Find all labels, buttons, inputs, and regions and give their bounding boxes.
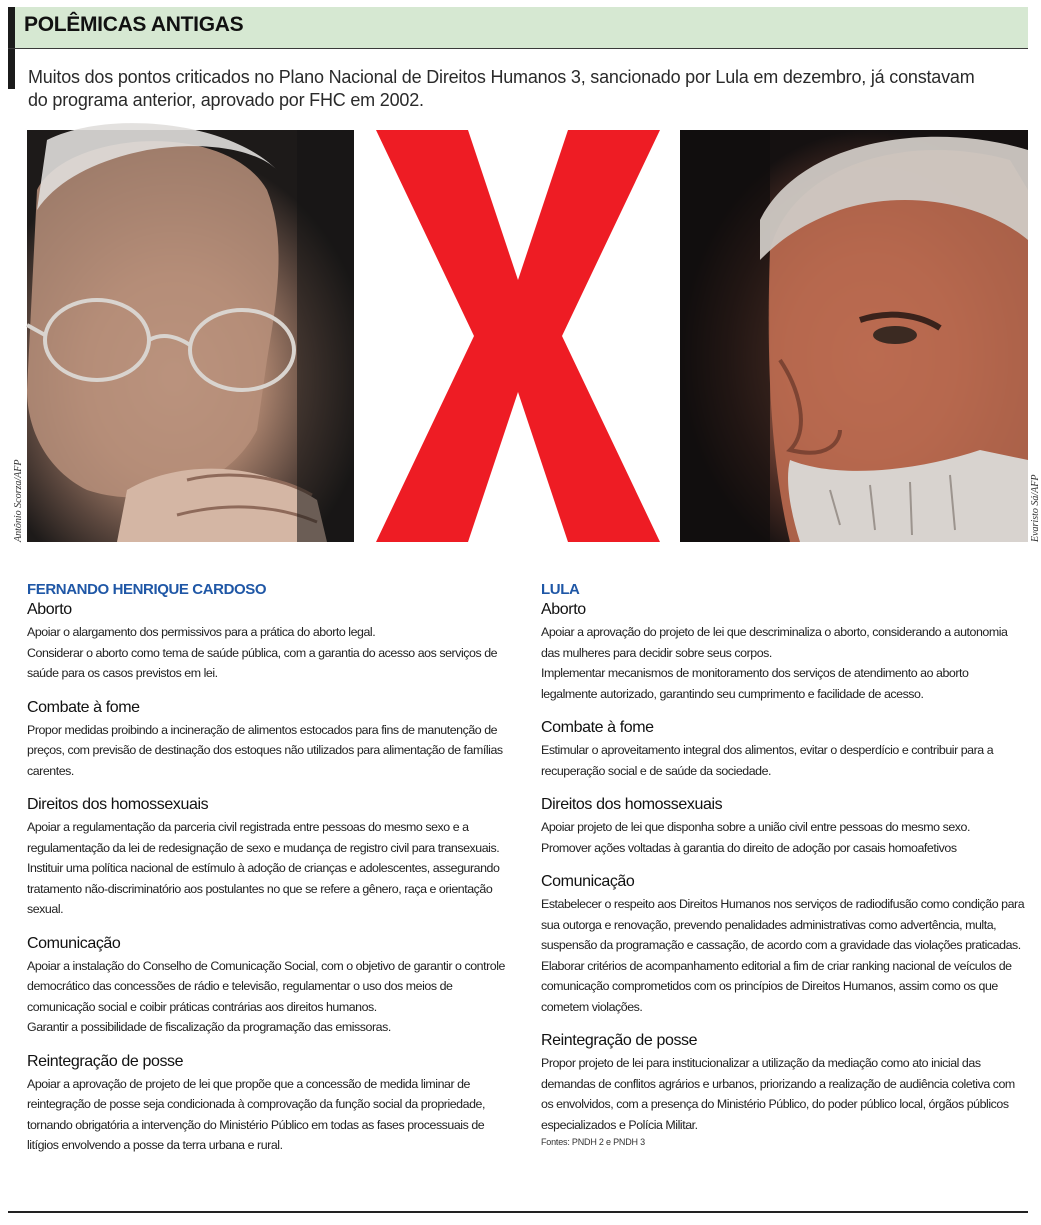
section-title: Comunicação	[27, 934, 121, 952]
bottom-divider	[8, 1211, 1028, 1213]
paragraph: Apoiar a aprovação de projeto de lei que propõe que a concessão de medida liminar de reintegração de posse seja condicionada à comprovação da função social da propriedade, tornando obrigatória a intervenção do Ministério Público em todas as fases processuais de litígios envolvendo a posse da terra urbana e rural.	[27, 1076, 485, 1152]
paragraph: Propor projeto de lei para institucionalizar a utilização da mediação como ato inicial das demandas de conflitos agrários e urbanos, priorizando a realização de audiência coletiva com os envolvidos, com a presença do Ministério Público, do poder público local, órgãos públicos especializados e Polícia Militar.	[541, 1056, 1015, 1132]
section-body	[541, 740, 1026, 781]
paragraph: Apoiar o alargamento dos permissivos para a prática do aborto legal.	[27, 625, 376, 639]
fhc-photo-credit: Antônio Scorza/AFP	[13, 459, 24, 542]
section-body	[541, 894, 1026, 1017]
paragraph: Considerar o aborto como tema de saúde pública, com a garantia do acesso aos serviços de saúde para os casos previstos em lei.	[27, 645, 498, 680]
section-body	[27, 956, 517, 1038]
paragraph: Estabelecer o respeito aos Direitos Humanos nos serviços de radiodifusão como condição para sua outorga e renovação, prevendo penalidades administrativas como advertência, multa, suspensão da programação e cassação, de acordo com a gravidade das violações praticadas.	[541, 897, 1025, 952]
section-body	[27, 622, 517, 684]
paragraph: Apoiar a regulamentação da parceria civil registrada entre pessoas do mesmo sexo e a regulamentação da lei de redesignação de sexo e mudança de registro civil para transexuais.	[27, 820, 500, 855]
page-subtitle: Muitos dos pontos criticados no Plano Nacional de Direitos Humanos 3, sancionado por Lula em dezembro, já constavam do programa anterior, aprovado por FHC em 2002.	[28, 67, 975, 110]
fhc-column	[27, 580, 517, 1170]
paragraph: Apoiar a instalação do Conselho de Comunicação Social, com o objetivo de garantir o controle democrático das concessões de rádio e televisão, regulamentar o uso dos meios de comunicação social e coibir práticas contrárias aos direitos humanos.	[27, 958, 505, 1014]
section-title: Comunicação	[541, 873, 635, 890]
fhc-name: FERNANDO HENRIQUE CARDOSO	[27, 581, 267, 598]
lula-name: LULA	[541, 581, 580, 598]
paragraph: Estimular o aproveitamento integral dos alimentos, evitar o desperdício e contribuir para a recuperação social e de saúde da sociedade.	[541, 743, 994, 778]
paragraph: Garantir a possibilidade de fiscalização da programação das emissoras.	[27, 1020, 391, 1034]
fhc-photo	[27, 130, 354, 542]
section-title: Aborto	[541, 601, 586, 618]
section-title: Reintegração de posse	[27, 1052, 184, 1070]
section-body	[27, 817, 517, 920]
lula-photo	[680, 130, 1028, 542]
section-title: Combate à fome	[27, 698, 140, 716]
lula-photo-credit: Evaristo Sá/AFP	[1030, 474, 1041, 542]
paragraph: Elaborar critérios de acompanhamento editorial a fim de criar ranking nacional de veículos de comunicação comprometidos com os princípios de Direitos Humanos, assim como os que cometem violações.	[541, 958, 1012, 1014]
section-title: Direitos dos homossexuais	[27, 796, 209, 813]
page-title: POLÊMICAS ANTIGAS	[24, 13, 244, 36]
section-title: Aborto	[27, 601, 72, 618]
section-body	[27, 720, 517, 782]
paragraph: Apoiar projeto de lei que disponha sobre a união civil entre pessoas do mesmo sexo.	[541, 820, 970, 834]
paragraph: Propor medidas proibindo a incineração de alimentos estocados para fins de manutenção de preços, com previsão de destinação dos estoques não utilizados para alimentação de famílias carentes.	[27, 722, 503, 778]
header-divider	[8, 48, 1028, 49]
section-title: Combate à fome	[541, 719, 654, 736]
section-body	[541, 622, 1026, 704]
section-body	[541, 1053, 1026, 1135]
lula-column	[541, 580, 1026, 1147]
paragraph: Implementar mecanismos de monitoramento dos serviços de atendimento ao aborto legalmente autorizado, garantindo seu cumprimento e facilidade de acesso.	[541, 666, 969, 701]
section-body	[541, 817, 1026, 858]
versus-x-icon	[376, 130, 660, 542]
paragraph: Promover ações voltadas à garantia do direito de adoção por casais homoafetivos	[541, 840, 957, 855]
section-title: Direitos dos homossexuais	[541, 796, 723, 813]
paragraph: Instituir uma política nacional de estímulo à adoção de crianças e adolescentes, assegurando tratamento não-discriminatório aos postulantes no que se refere a gênero, raça e orientação sexual.	[27, 861, 500, 916]
sources-note: Fontes: PNDH 2 e PNDH 3	[541, 1137, 645, 1147]
section-title: Reintegração de posse	[541, 1032, 698, 1049]
section-body	[27, 1074, 517, 1156]
paragraph: Apoiar a aprovação do projeto de lei que descriminaliza o aborto, considerando a autonomia das mulheres para decidir sobre seus corpos.	[541, 625, 1008, 660]
